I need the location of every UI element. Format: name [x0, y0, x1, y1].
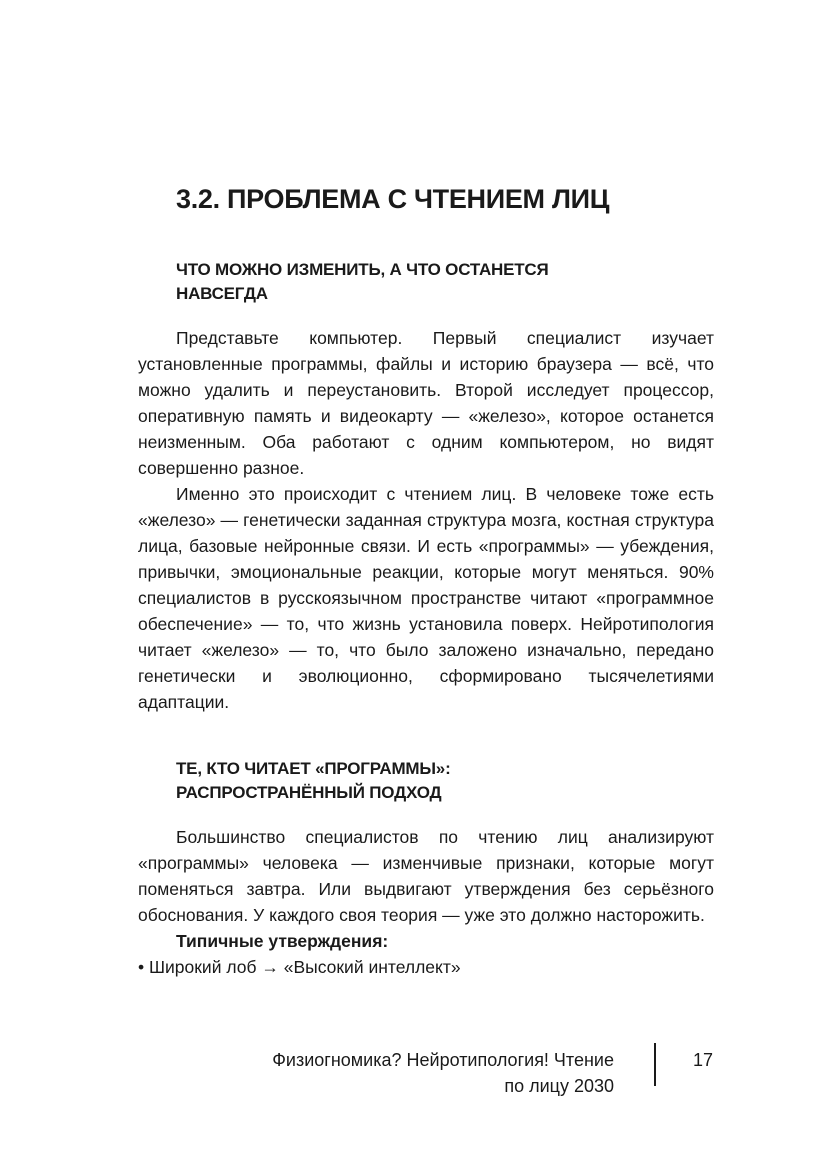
paragraph: Именно это происходит с чтением лиц. В человеке тоже есть «железо» — генетически заданная структура мозга, костная структура лица, базовые нейронные связи. И есть «программы» — убеждения, привычки, эмоциональные реакции, которые могут меняться. 90% специалистов в русскоязычном пространстве читают «программное обеспечение» — то, что жизнь установила поверх. Нейротипология читает «железо» — то, что было заложено изначально, передано генетически и эволюционно, сформировано тысячелетиями адаптации. — [138, 484, 714, 712]
subsection-title — [176, 757, 451, 805]
claims-list — [138, 954, 714, 980]
list-title: Типичные утверждения: — [176, 931, 389, 951]
page-number: 17 — [693, 1050, 714, 1070]
subsection-title-line: ТЕ, КТО ЧИТАЕТ «ПРОГРАММЫ»: — [176, 759, 451, 778]
subsection-title-line: РАСПРОСТРАНЁННЫЙ ПОДХОД — [176, 783, 442, 802]
subsection-body — [138, 824, 714, 980]
book-title-line: Физиогномика? Нейротипология! Чтение — [272, 1050, 614, 1070]
book-title-line: по лицу 2030 — [504, 1076, 614, 1096]
section-title: 3.2. ПРОБЛЕМА С ЧТЕНИЕМ ЛИЦ — [176, 184, 610, 214]
list-item: • Широкий лоб → «Высокий интеллект» — [138, 957, 461, 977]
paragraph: Большинство специалистов по чтению лиц анализируют «программы» человека — изменчивые признаки, которые могут поменяться завтра. Или выдвигают утверждения без серьёзного обоснования. У каждого своя теория — уже это должно насторожить. — [138, 827, 714, 925]
subsection-title — [176, 258, 549, 306]
subsection-body — [138, 325, 714, 715]
subsection-title-line: НАВСЕГДА — [176, 284, 268, 303]
footer-divider — [654, 1043, 656, 1086]
subsection-title-line: ЧТО МОЖНО ИЗМЕНИТЬ, А ЧТО ОСТАНЕТСЯ — [176, 260, 549, 279]
running-footer-title — [240, 1047, 614, 1099]
paragraph: Представьте компьютер. Первый специалист изучает установленные программы, файлы и историю браузера — всё, что можно удалить и переустановить. Второй исследует процессор, оперативную память и видеокарту — «железо», которое останется неизменным. Оба работают с одним компьютером, но видят совершенно разное. — [138, 328, 714, 478]
